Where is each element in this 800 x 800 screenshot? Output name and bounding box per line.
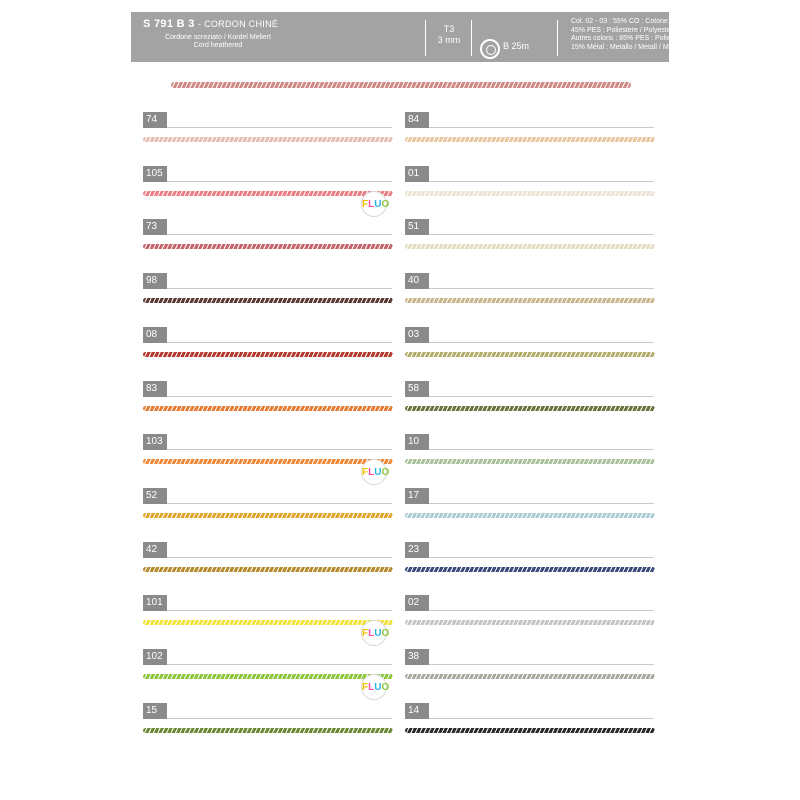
fluo-letter: O xyxy=(381,467,390,479)
fluo-badge xyxy=(361,191,390,217)
cord-swatch-101 xyxy=(143,620,393,625)
cord-swatch-102 xyxy=(143,674,393,679)
color-code-101: 101 xyxy=(143,595,167,611)
spool-length: B 25m xyxy=(503,41,530,51)
color-code-98: 98 xyxy=(143,273,167,289)
color-code-73: 73 xyxy=(143,219,167,235)
cord-swatch-14 xyxy=(405,728,655,733)
cord-swatch-83 xyxy=(143,406,393,411)
cord-swatch-105 xyxy=(143,191,393,196)
color-code-42: 42 xyxy=(143,542,167,558)
underline xyxy=(429,718,654,719)
description-line: Cord heathered xyxy=(193,42,243,49)
composition-line: 15% Métal : Metallo / Metall / Metal xyxy=(571,43,680,51)
cord-swatch-23 xyxy=(405,567,655,572)
product-title xyxy=(143,18,278,30)
cord-swatch-84 xyxy=(405,137,655,142)
underline xyxy=(429,127,654,128)
underline xyxy=(429,610,654,611)
color-code-103: 103 xyxy=(143,434,167,450)
fluo-letter: O xyxy=(381,628,390,640)
cord-swatch-17 xyxy=(405,513,655,518)
underline xyxy=(167,503,392,504)
top-cord-sample xyxy=(171,82,631,88)
fluo-letter: U xyxy=(374,198,382,210)
cord-swatch-73 xyxy=(143,244,393,249)
fluo-letter: F xyxy=(362,467,369,479)
divider xyxy=(471,20,472,56)
composition-line: Col. 02 - 03 : 55% CO : Cotone / Baumwolle / Cotton xyxy=(571,18,735,25)
underline xyxy=(429,181,654,182)
size-code: T3 xyxy=(443,24,455,34)
cord-swatch-40 xyxy=(405,298,655,303)
underline xyxy=(167,288,392,289)
cord-swatch-74 xyxy=(143,137,393,142)
underline xyxy=(167,718,392,719)
color-code-74: 74 xyxy=(143,112,167,128)
underline xyxy=(167,234,392,235)
cord-swatch-02 xyxy=(405,620,655,625)
fluo-letter: O xyxy=(381,198,390,210)
underline xyxy=(167,396,392,397)
color-code-08: 08 xyxy=(143,327,167,343)
fluo-letter: U xyxy=(374,682,382,693)
description-line: Cordone screziato / Kordel Meliert xyxy=(165,34,271,41)
underline xyxy=(429,449,654,450)
color-code-83: 83 xyxy=(143,381,167,397)
divider xyxy=(557,20,558,56)
cord-swatch-10 xyxy=(405,459,655,464)
size-mm: 3 mm xyxy=(437,35,461,45)
product-name: - CORDON CHINÉ xyxy=(197,19,279,29)
color-code-15: 15 xyxy=(143,703,167,719)
cord-swatch-38 xyxy=(405,674,655,679)
color-code-51: 51 xyxy=(405,219,429,235)
fluo-letter: L xyxy=(368,628,375,640)
divider xyxy=(425,20,426,56)
color-code-01: 01 xyxy=(405,166,429,182)
fluo-letter: F xyxy=(362,682,369,693)
underline xyxy=(167,557,392,558)
cord-swatch-58 xyxy=(405,406,655,411)
color-code-38: 38 xyxy=(405,649,429,665)
fluo-letter: L xyxy=(368,682,375,693)
underline xyxy=(429,288,654,289)
fluo-letter: O xyxy=(381,682,390,693)
fluo-letter: U xyxy=(374,467,382,479)
underline xyxy=(167,610,392,611)
cord-swatch-08 xyxy=(143,352,393,357)
underline xyxy=(429,396,654,397)
composition xyxy=(571,18,734,52)
underline xyxy=(429,234,654,235)
color-code-105: 105 xyxy=(143,166,167,182)
color-code-84: 84 xyxy=(405,112,429,128)
cord-swatch-103 xyxy=(143,459,393,464)
underline xyxy=(429,664,654,665)
composition-line: 45% PES : Poliestere / Polyester xyxy=(571,26,673,34)
cord-swatch-98 xyxy=(143,298,393,303)
underline xyxy=(167,127,392,128)
fluo-letter: F xyxy=(362,198,369,210)
underline xyxy=(429,342,654,343)
fluo-letter: U xyxy=(374,628,382,640)
size-info xyxy=(435,24,463,46)
color-code-02: 02 xyxy=(405,595,429,611)
composition-line: Autres coloris : 85% PES : Poliestere / Polyester xyxy=(571,35,722,43)
underline xyxy=(167,181,392,182)
underline xyxy=(167,664,392,665)
product-code: S 791 B 3 xyxy=(143,18,195,30)
fluo-badge xyxy=(361,620,390,646)
cord-swatch-51 xyxy=(405,244,655,249)
cord-swatch-03 xyxy=(405,352,655,357)
color-code-23: 23 xyxy=(405,542,429,558)
color-code-14: 14 xyxy=(405,703,429,719)
color-code-10: 10 xyxy=(405,434,429,450)
underline xyxy=(429,557,654,558)
color-code-102: 102 xyxy=(143,649,167,665)
fluo-badge xyxy=(361,459,390,485)
cord-swatch-15 xyxy=(143,728,393,733)
fluo-letter: L xyxy=(368,198,375,210)
color-code-58: 58 xyxy=(405,381,429,397)
cord-swatch-42 xyxy=(143,567,393,572)
cord-swatch-01 xyxy=(405,191,655,196)
underline xyxy=(429,503,654,504)
color-code-03: 03 xyxy=(405,327,429,343)
product-header xyxy=(131,12,735,62)
underline xyxy=(167,342,392,343)
color-code-17: 17 xyxy=(405,488,429,504)
color-code-40: 40 xyxy=(405,273,429,289)
spool-icon xyxy=(480,39,500,59)
underline xyxy=(167,449,392,450)
fluo-badge xyxy=(361,674,390,700)
fluo-letter: F xyxy=(362,628,369,640)
cord-swatch-52 xyxy=(143,513,393,518)
product-description xyxy=(143,34,293,50)
fluo-letter: L xyxy=(368,467,375,479)
color-code-52: 52 xyxy=(143,488,167,504)
